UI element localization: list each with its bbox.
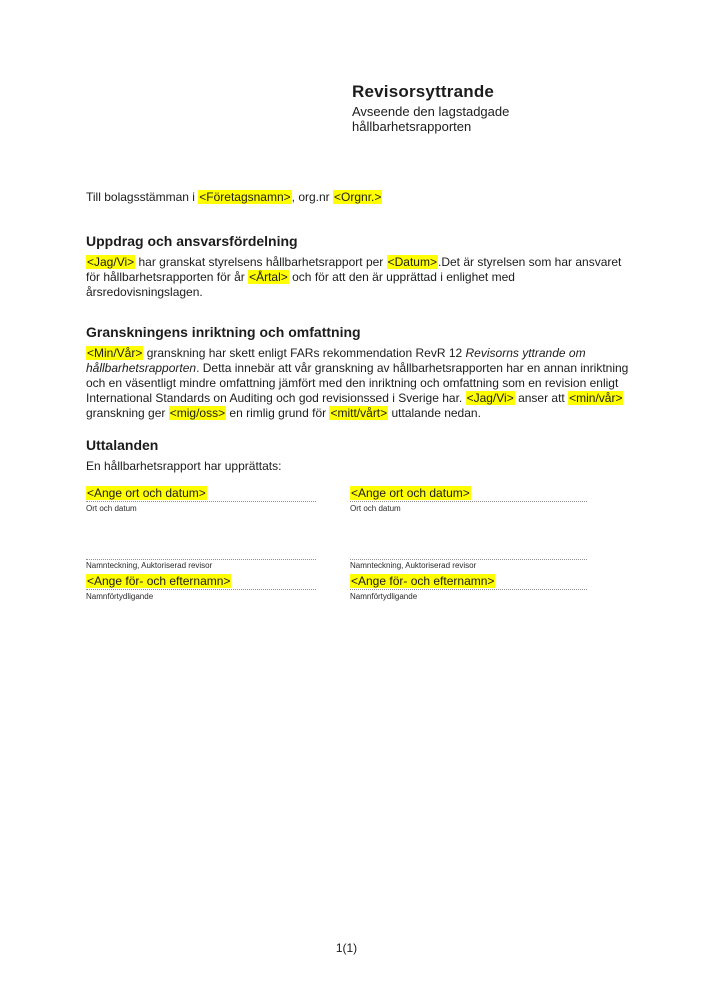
name-placeholder-field[interactable]: <Ange för- och efternamn>: [87, 574, 231, 588]
placeholder-field[interactable]: <min/vår>: [569, 391, 623, 405]
name-line: [86, 574, 316, 590]
signature-location-block-left: [86, 486, 316, 520]
signature-name-block-right: [350, 559, 587, 605]
signature-label: Namnteckning, Auktoriserad revisor: [350, 561, 477, 570]
text-run: , org.nr: [291, 190, 334, 204]
signature-rule: [350, 559, 587, 560]
placeholder-field[interactable]: <Min/Vår>: [87, 346, 143, 360]
location-date-line: [86, 486, 316, 502]
text-run: har granskat styrelsens hållbarhetsrapport per: [135, 255, 387, 269]
text-run: granskning ger: [86, 406, 169, 420]
text-run: och för att den är upprättad i enlighet med: [288, 270, 515, 284]
signature-location-block-right: [350, 486, 587, 520]
location-date-placeholder-field[interactable]: <Ange ort och datum>: [351, 486, 470, 500]
subtitle-line-2: hållbarhetsrapporten: [352, 119, 472, 134]
section-scope: [86, 324, 631, 421]
text-run: årsredovisningslagen.: [86, 285, 203, 299]
placeholder-field[interactable]: <mig/oss>: [169, 406, 226, 420]
text-run: för hållbarhetsrapporten för år: [86, 270, 249, 284]
placeholder-field[interactable]: <Orgnr.>: [334, 190, 382, 204]
text-run: en rimlig grund för: [226, 406, 330, 420]
section-statements: [86, 437, 631, 474]
location-date-label: Ort och datum: [350, 504, 401, 513]
italic-text-run: hållbarhetsrapporten: [86, 361, 197, 375]
placeholder-field[interactable]: <Företagsnamn>: [199, 190, 291, 204]
text-run: uttalande nedan.: [388, 406, 481, 420]
page-number: 1(1): [335, 941, 358, 955]
text-run: .Det är styrelsen som har ansvaret: [437, 255, 622, 269]
location-date-label: Ort och datum: [86, 504, 137, 513]
italic-text-run: Revisorns yttrande om: [465, 346, 586, 360]
signature-name-block-left: [86, 559, 316, 605]
section-heading: Uttalanden: [86, 437, 159, 453]
location-date-placeholder-field[interactable]: <Ange ort och datum>: [87, 486, 206, 500]
text-run: granskning har skett enligt FARs rekommendation RevR 12: [143, 346, 466, 360]
section-body: [86, 459, 631, 474]
section-heading: Granskningens inriktning och omfattning: [86, 324, 361, 340]
text-run: Till bolagsstämman i: [86, 190, 199, 204]
location-date-line: [350, 486, 587, 502]
subtitle-line-1: Avseende den lagstadgade: [352, 104, 510, 119]
placeholder-field[interactable]: <mitt/vårt>: [330, 406, 388, 420]
salutation-line: [86, 190, 382, 205]
section-assignment: [86, 233, 631, 300]
text-run: International Standards on Auditing och god revisionssed i Sverige har.: [86, 391, 466, 405]
name-clarification-label: Namnförtydligande: [86, 592, 154, 601]
name-clarification-label: Namnförtydligande: [350, 592, 418, 601]
signature-label: Namnteckning, Auktoriserad revisor: [86, 561, 213, 570]
text-run: En hållbarhetsrapport har upprättats:: [86, 459, 282, 473]
text-run: . Detta innebär att vår granskning av hållbarhetsrapporten har en annan inriktning: [196, 361, 629, 375]
placeholder-field[interactable]: <Jag/Vi>: [87, 255, 135, 269]
placeholder-field[interactable]: <Årtal>: [249, 270, 288, 284]
section-body: [86, 346, 631, 421]
document-title: Revisorsyttrande: [352, 82, 495, 101]
section-heading: Uppdrag och ansvarsfördelning: [86, 233, 298, 249]
document-subtitle: [352, 104, 509, 134]
placeholder-field[interactable]: <Jag/Vi>: [466, 391, 514, 405]
placeholder-field[interactable]: <Datum>: [387, 255, 437, 269]
signature-rule: [86, 559, 316, 560]
name-line: [350, 574, 587, 590]
section-body: [86, 255, 631, 300]
name-placeholder-field[interactable]: <Ange för- och efternamn>: [351, 574, 495, 588]
text-run: och en väsentligt mindre omfattning jämfört med den inriktning och omfattning som en revision enligt: [86, 376, 619, 390]
title-block: [352, 82, 509, 134]
text-run: anser att: [514, 391, 569, 405]
